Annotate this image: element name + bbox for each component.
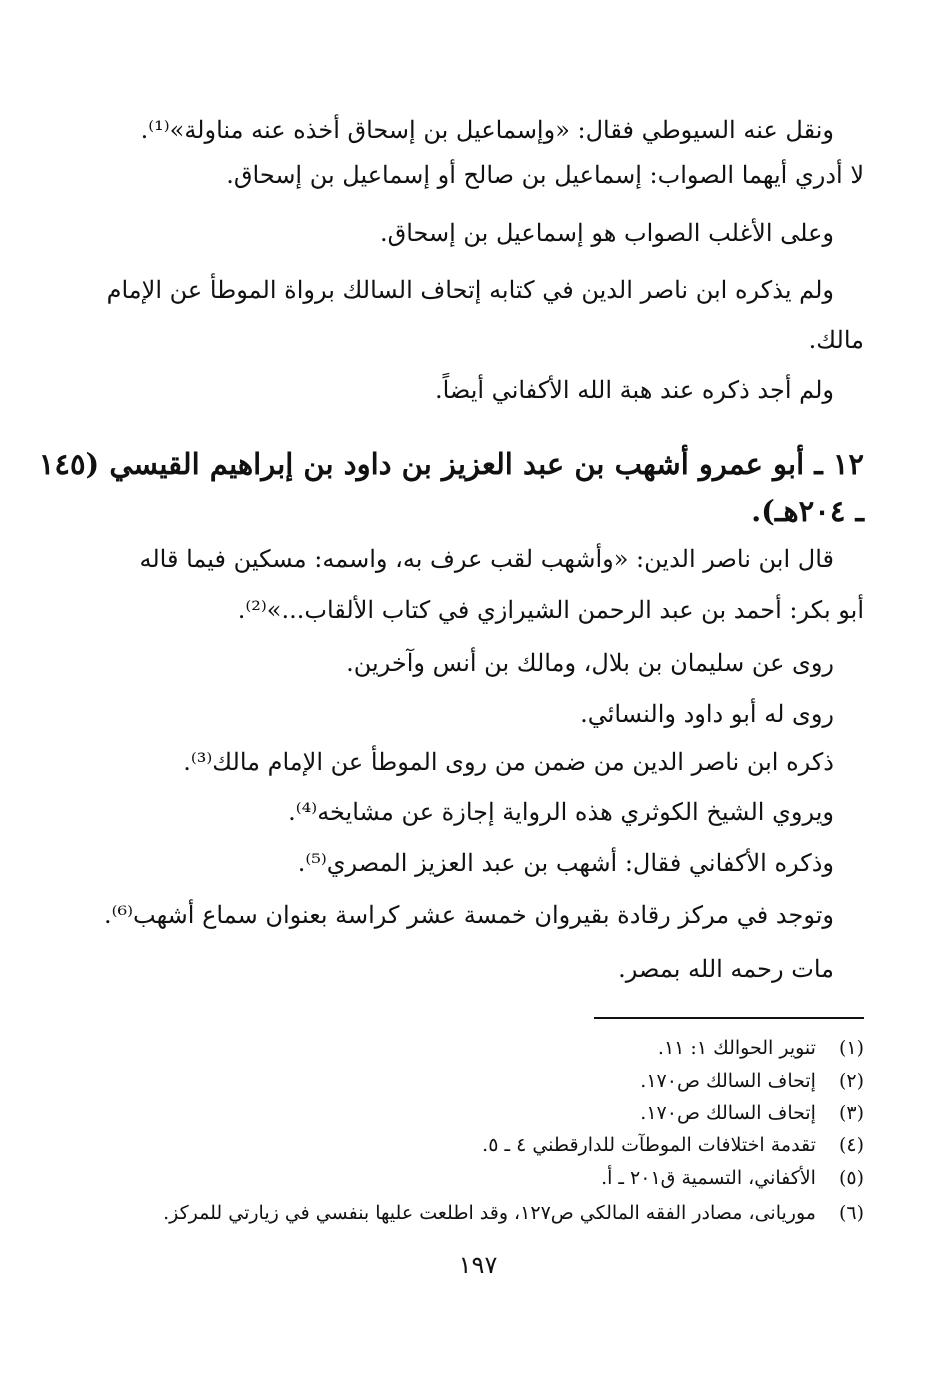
entry-line-2: أبو بكر: أحمد بن عبد الرحمن الشيرازي في كتاب الألقاب...»⁽²⁾. [237, 596, 864, 624]
footnote-text: موريانى، مصادر الفقه المالكي ص١٢٧، وقد اطلعت عليها بنفسي في زيارتي للمركز. [163, 1202, 816, 1224]
body-line-5: مالك. [808, 326, 864, 354]
footnote-text: إتحاف السالك ص١٧٠. [640, 1070, 816, 1092]
page-number: ١٩٧ [458, 1251, 498, 1279]
footnote-text: تنوير الحوالك ١: ١١. [657, 1037, 816, 1059]
entry-line-8: وتوجد في مركز رقادة بقيروان خمسة عشر كراسة بعنوان سماع أشهب⁽⁶⁾. [104, 901, 834, 929]
entry-line-6: ويروي الشيخ الكوثري هذه الرواية إجازة عن مشايخه⁽⁴⁾. [288, 798, 834, 826]
book-page [38, 0, 864, 1380]
footnote-number: (١) [838, 1037, 864, 1059]
footnote-number: (٢) [838, 1070, 864, 1092]
body-line-3: وعلى الأغلب الصواب هو إسماعيل بن إسحاق. [379, 219, 834, 247]
entry-heading-line-1: ١٢ ـ أبو عمرو أشهب بن عبد العزيز بن داود بن إبراهيم القيسي (١٤٥ [38, 447, 864, 481]
footnote-text: تقدمة اختلافات الموطآت للدارقطني ٤ ـ ٥. [482, 1134, 816, 1156]
footnote-6 [92, 1199, 864, 1227]
footnote-3 [92, 1099, 864, 1127]
footnote-separator [594, 1017, 864, 1019]
footnote-5 [92, 1164, 864, 1192]
footnote-number: (٣) [838, 1102, 864, 1124]
entry-line-3: روى عن سليمان بن بلال، ومالك بن أنس وآخرين. [346, 649, 834, 677]
body-line-4: ولم يذكره ابن ناصر الدين في كتابه إتحاف السالك برواة الموطأ عن الإمام [106, 276, 834, 304]
footnote-number: (٤) [838, 1134, 864, 1156]
entry-line-1: قال ابن ناصر الدين: «وأشهب لقب عرف به، واسمه: مسكين فيما قاله [139, 545, 834, 573]
entry-line-7: وذكره الأكفاني فقال: أشهب بن عبد العزيز المصري⁽⁵⁾. [297, 849, 834, 877]
body-line-2: لا أدري أيهما الصواب: إسماعيل بن صالح أو إسماعيل بن إسحاق. [226, 161, 864, 189]
footnote-2 [92, 1067, 864, 1095]
entry-line-5: ذكره ابن ناصر الدين من ضمن من روى الموطأ عن الإمام مالك⁽³⁾. [183, 748, 834, 776]
entry-line-9: مات رحمه الله بمصر. [618, 955, 834, 983]
footnote-4 [92, 1131, 864, 1159]
footnote-number: (٦) [838, 1202, 864, 1224]
entry-line-4: روى له أبو داود والنسائي. [580, 700, 834, 728]
entry-heading-line-2: ـ ٢٠٤هـ). [751, 494, 864, 528]
footnote-number: (٥) [838, 1167, 864, 1189]
body-line-6: ولم أجد ذكره عند هبة الله الأكفاني أيضاً. [434, 376, 834, 404]
body-line-1: ونقل عنه السيوطي فقال: «وإسماعيل بن إسحاق أخذه عنه مناولة»⁽¹⁾. [140, 116, 834, 144]
footnote-1 [92, 1034, 864, 1062]
footnote-text: الأكفاني، التسمية ق٢٠١ ـ أ. [601, 1167, 816, 1189]
footnote-text: إتحاف السالك ص١٧٠. [640, 1102, 816, 1124]
